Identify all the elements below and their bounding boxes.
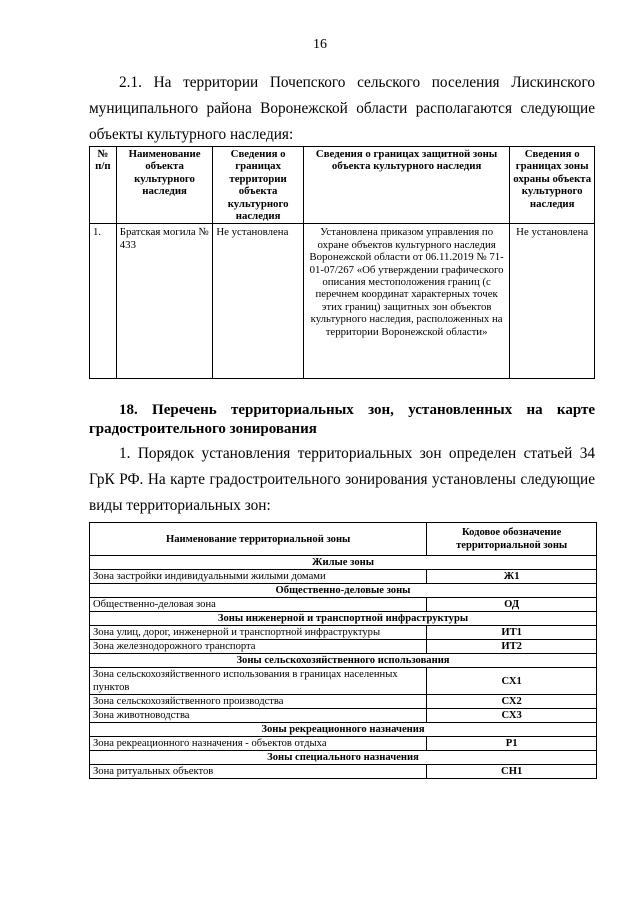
zone-code: СН1 xyxy=(427,765,597,779)
zone-group-title: Зоны специального назначения xyxy=(90,751,597,765)
zone-code: СХ1 xyxy=(427,668,597,695)
header-protection-zone: Сведения о границах защитной зоны объекта культурного наследия xyxy=(303,147,510,224)
zone-code: СХ3 xyxy=(427,709,597,723)
zone-code: ИТ2 xyxy=(427,640,597,654)
table-row xyxy=(90,709,597,723)
heritage-table xyxy=(89,146,595,379)
section-heading: 18. Перечень территориальных зон, установленных на карте градостроительного зонирования xyxy=(89,402,595,437)
security-zone-info: Не установлена xyxy=(510,224,595,379)
zone-name: Зона рекреационного назначения - объектов отдыха xyxy=(90,737,427,751)
zones-paragraph: 1. Порядок установления территориальных зон определен статьей 34 ГрК РФ. На карте градостроительного зонирования установлены следующие виды территориальных зон: xyxy=(89,445,595,514)
header-territory: Сведения о границах территории объекта культурного наследия xyxy=(213,147,303,224)
zone-name: Зона сельскохозяйственного производства xyxy=(90,695,427,709)
table-row xyxy=(90,668,597,695)
protection-zone-info: Установлена приказом управления по охране объектов культурного наследия Воронежской области от 06.11.2019 № 71-01-07/267 «Об утверждении графического описания местоположения границ (с перечнем координат характерных точек этих границ) защитных зон объектов культурного наследия, расположенных на территории Воронежской области» xyxy=(303,224,510,379)
zone-group-row xyxy=(90,751,597,765)
zone-name: Зона улиц, дорог, инженерной и транспортной инфраструктуры xyxy=(90,626,427,640)
table-row xyxy=(90,737,597,751)
zone-group-row xyxy=(90,723,597,737)
zone-code: ОД xyxy=(427,598,597,612)
zone-name: Зона застройки индивидуальными жилыми домами xyxy=(90,570,427,584)
zones-table-header xyxy=(90,523,597,556)
zone-group-row xyxy=(90,584,597,598)
table-row xyxy=(90,695,597,709)
header-number: № п/п xyxy=(90,147,117,224)
row-number: 1. xyxy=(90,224,117,379)
table-row xyxy=(90,598,597,612)
zone-group-title: Зоны инженерной и транспортной инфраструктуры xyxy=(90,612,597,626)
object-name: Братская могила № 433 xyxy=(116,224,213,379)
header-object-name: Наименование объекта культурного наследия xyxy=(116,147,213,224)
table-row xyxy=(90,765,597,779)
header-zone-name: Наименование территориальной зоны xyxy=(90,523,427,556)
zone-group-title: Общественно-деловые зоны xyxy=(90,584,597,598)
zone-code: Р1 xyxy=(427,737,597,751)
zones-table xyxy=(89,522,597,779)
table-row xyxy=(90,570,597,584)
zone-name: Зона железнодорожного транспорта xyxy=(90,640,427,654)
zone-code: СХ2 xyxy=(427,695,597,709)
zone-name: Зона сельскохозяйственного использования в границах населенных пунктов xyxy=(90,668,427,695)
zone-code: Ж1 xyxy=(427,570,597,584)
territory-info: Не установлена xyxy=(213,224,303,379)
table-row xyxy=(90,626,597,640)
intro-paragraph: 2.1. На территории Почепского сельского поселения Лискинского муниципального района Воронежской области располагаются следующие объекты культурного наследия: xyxy=(89,74,595,143)
zone-name: Общественно-деловая зона xyxy=(90,598,427,612)
table-row xyxy=(90,224,595,379)
zone-group-title: Зоны сельскохозяйственного использования xyxy=(90,654,597,668)
zone-group-row xyxy=(90,654,597,668)
header-security-zone: Сведения о границах зоны охраны объекта культурного наследия xyxy=(510,147,595,224)
header-zone-code: Кодовое обозначение территориальной зоны xyxy=(427,523,597,556)
zone-name: Зона ритуальных объектов xyxy=(90,765,427,779)
zone-code: ИТ1 xyxy=(427,626,597,640)
zone-name: Зона животноводства xyxy=(90,709,427,723)
table-row xyxy=(90,640,597,654)
page-number: 16 xyxy=(313,37,327,52)
zone-group-row xyxy=(90,612,597,626)
heritage-table-header xyxy=(90,147,595,224)
zone-group-title: Зоны рекреационного назначения xyxy=(90,723,597,737)
zone-group-title: Жилые зоны xyxy=(90,556,597,570)
zone-group-row xyxy=(90,556,597,570)
